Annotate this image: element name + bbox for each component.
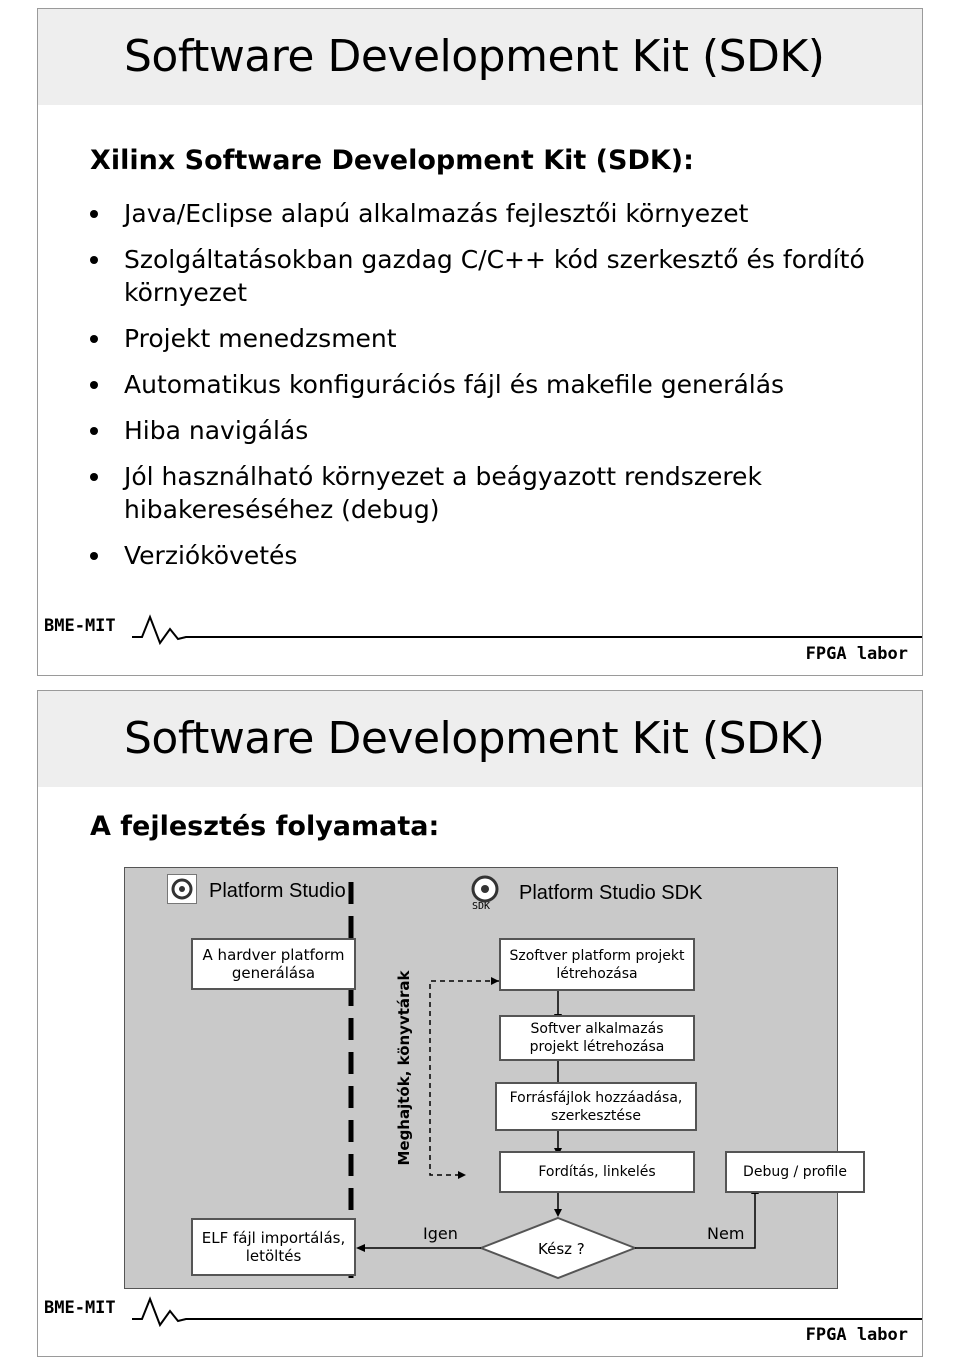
section-heading: Xilinx Software Development Kit (SDK): [90,145,694,176]
sdk-icon [467,874,503,914]
platform-studio-logo [168,875,196,903]
footer-course-text: FPGA labor [805,644,908,664]
footer-logo-text: BME-MIT [44,616,116,636]
bullet-icon [90,210,98,218]
arrow-head [491,977,499,985]
arrow-head [554,1209,562,1217]
bullet-text: Szolgáltatásokban gazdag C/C++ kód szerkesztő és fordító környezet [124,245,865,307]
bullet-icon [90,473,98,481]
drivers-libraries-label: Meghajtók, könyvtárak [395,970,413,1166]
bullet-icon [90,381,98,389]
footer-wave-icon [132,1293,922,1327]
yes-label: Igen [423,1224,458,1243]
list-item [90,243,890,309]
footer-course-text: FPGA labor [805,1325,908,1345]
footer-wave-icon [132,611,922,645]
debug-profile-box: Debug / profile [725,1151,865,1193]
ready-label: Kész ? [538,1240,585,1258]
slide-title: Software Development Kit (SDK) [124,31,825,82]
slide-2 [37,690,923,1357]
list-item [90,322,890,355]
sources-box: Forrásfájlok hozzáadása, szerkesztése [495,1082,697,1131]
bullet-text: Java/Eclipse alapú alkalmazás fejlesztői környezet [124,199,749,228]
list-item [90,460,890,526]
arrow-head [356,1244,365,1252]
sdk-icon-label: SDK [472,901,491,912]
sw-app-box: Softver alkalmazás projekt létrehozása [499,1015,695,1061]
hw-platform-box: A hardver platform generálása [191,938,356,990]
compile-link-box: Fordítás, linkelés [499,1151,695,1193]
bullet-text: Automatikus konfigurációs fájl és makefile generálás [124,370,785,399]
bullet-text: Verziókövetés [124,541,298,570]
flow-diagram [124,867,847,1289]
bullet-icon [90,335,98,343]
section-heading: A fejlesztés folyamata: [90,811,440,842]
footer-logo-text: BME-MIT [44,1298,116,1318]
slide-1 [37,8,923,676]
bullet-text: Projekt menedzsment [124,324,397,353]
list-item [90,414,890,447]
bullet-list [90,197,890,585]
bullet-icon [90,256,98,264]
sw-platform-box: Szoftver platform projekt létrehozása [499,938,695,991]
list-item [90,368,890,401]
bullet-text: Jól használható környezet a beágyazott rendszerek hibakereséséhez (debug) [124,462,762,524]
slide-title: Software Development Kit (SDK) [124,713,825,764]
bullet-text: Hiba navigálás [124,416,309,445]
platform-studio-sdk-label: Platform Studio SDK [519,882,703,904]
dashed-link [430,981,499,1175]
bullet-icon [90,552,98,560]
bullet-icon [90,427,98,435]
arrow-head [458,1171,466,1179]
elf-import-box: ELF fájl importálás, letöltés [191,1218,356,1276]
platform-studio-icon [167,874,197,904]
list-item [90,197,890,230]
list-item [90,539,890,572]
platform-studio-label: Platform Studio [209,880,346,902]
no-label: Nem [707,1224,745,1243]
